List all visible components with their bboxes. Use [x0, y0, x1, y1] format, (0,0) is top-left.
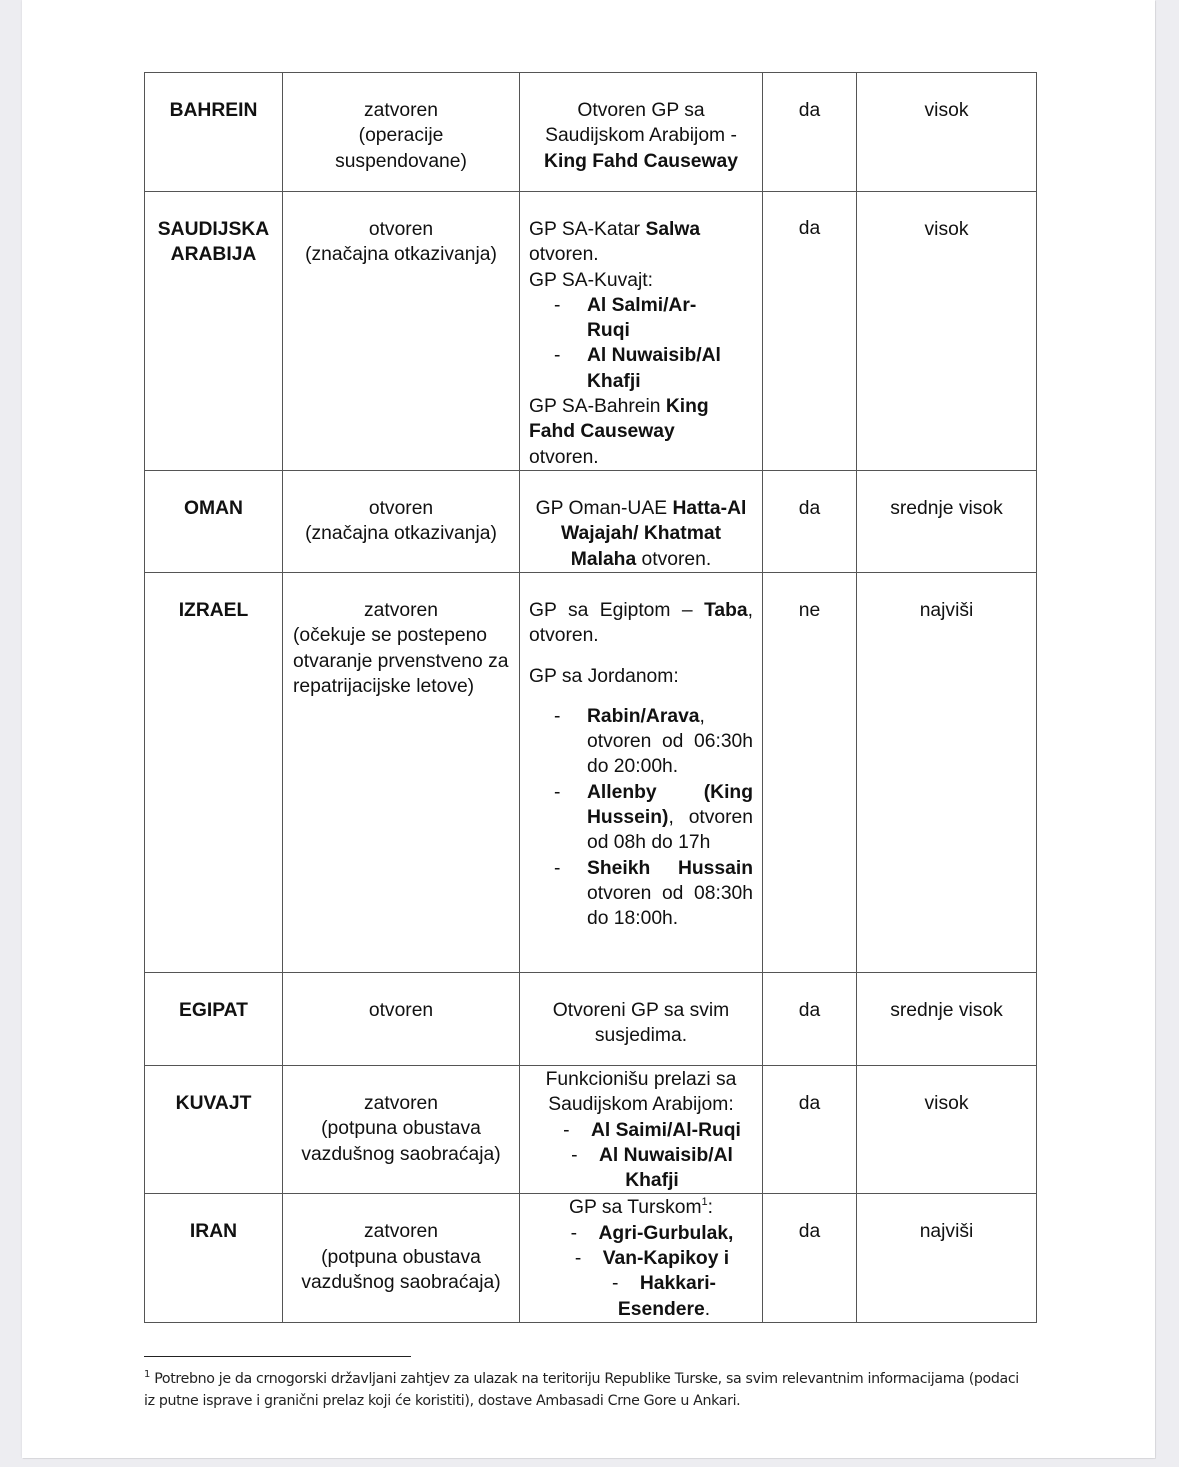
airport-note: (očekuje se postepeno otvaranje prvenstveno za repatrijacijske letove)	[293, 625, 509, 697]
crossing-list	[529, 293, 753, 394]
flag-cell	[763, 471, 857, 573]
table-row	[145, 73, 1037, 192]
border-text: GP sa Turskom	[569, 1197, 702, 1219]
dash-marker: -	[574, 1248, 582, 1270]
border-text: GP sa Egiptom –	[529, 600, 693, 621]
risk-level: visok	[924, 100, 969, 121]
table-row	[145, 1194, 1037, 1322]
flag-value: da	[798, 1093, 821, 1114]
border-cell	[520, 73, 763, 192]
country-cell	[145, 973, 283, 1066]
punctuation: .	[704, 1298, 711, 1320]
border-crossing-name: Al Nuwaisib/Al Khafji	[587, 345, 721, 392]
risk-level: najviši	[919, 1221, 974, 1243]
border-crossing-name: Hakkari-Esendere	[617, 1273, 716, 1320]
crossing-hours: otvoren od 08:30h do 18:00h.	[587, 882, 753, 930]
country-name: KUVAJT	[175, 1093, 252, 1114]
flag-cell	[763, 192, 857, 471]
country-cell	[145, 73, 283, 192]
border-crossing-name: King Fahd Causeway	[544, 150, 738, 172]
border-crossing-name: Agri-Gurbulak,	[598, 1222, 734, 1244]
footnote-marker: 1	[144, 1369, 151, 1380]
footnote-separator	[144, 1356, 411, 1357]
border-status-table	[144, 72, 1037, 1323]
country-cell	[145, 471, 283, 573]
border-crossing-name: Van-Kapikoy i	[602, 1248, 730, 1270]
table-row	[145, 573, 1037, 973]
country-name: BAHREIN	[169, 100, 258, 121]
border-cell	[520, 471, 763, 573]
airport-status: otvoren	[368, 498, 434, 519]
airport-status: otvoren	[368, 219, 434, 240]
flag-cell	[763, 573, 857, 973]
crossing-hours: otvoren od 08h do 17h	[587, 807, 753, 854]
table-row	[145, 471, 1037, 573]
airport-status: otvoren	[368, 1000, 434, 1021]
dash-marker: -	[570, 1222, 577, 1244]
border-text: GP SA-Katar	[529, 219, 641, 240]
airport-note: (značajna otkazivanja)	[305, 244, 497, 266]
flag-value: da	[798, 218, 821, 239]
risk-level: srednje visok	[890, 498, 1003, 519]
list-item	[529, 343, 753, 394]
risk-cell	[857, 73, 1037, 192]
country-name: IZRAEL	[178, 600, 249, 621]
dash-marker: -	[554, 857, 561, 879]
dash-marker: -	[554, 294, 561, 316]
crossing-list	[529, 704, 753, 932]
risk-level: srednje visok	[890, 1000, 1003, 1021]
border-text: otvoren.	[529, 244, 599, 266]
airport-note: (operacije suspendovane)	[335, 125, 467, 172]
dash-marker: -	[571, 1144, 578, 1166]
country-name: SAUDIJSKA ARABIJA	[157, 219, 270, 266]
border-text: Otvoren GP sa	[577, 100, 705, 121]
border-crossing-name: Taba	[704, 600, 748, 621]
airport-cell	[283, 573, 520, 973]
country-cell	[145, 192, 283, 471]
border-text: GP sa Jordanom:	[529, 665, 679, 687]
airport-cell	[283, 1066, 520, 1194]
country-name: OMAN	[184, 498, 243, 519]
airport-cell	[283, 192, 520, 471]
dash-marker: -	[563, 1119, 570, 1141]
border-crossing-name: Al Nuwaisib/Al Khafji	[598, 1144, 733, 1192]
border-text: otvoren.	[529, 446, 599, 468]
border-text: GP Oman-UAE	[535, 498, 668, 519]
dash-marker: -	[554, 705, 561, 727]
dash-marker: -	[554, 345, 561, 367]
border-crossing-name: Allenby (King Hussein)	[587, 781, 753, 829]
border-cell	[520, 192, 763, 471]
document-page	[22, 0, 1155, 1458]
airport-note: (potpuna obustava vazdušnog saobraćaja)	[301, 1246, 501, 1294]
footnote-reference[interactable]: 1	[701, 1196, 708, 1209]
dash-marker: -	[612, 1273, 619, 1295]
border-cell	[520, 973, 763, 1066]
dash-marker: -	[554, 781, 561, 803]
country-cell	[145, 1194, 283, 1322]
border-crossing-name: Al Saimi/Al-Ruqi	[590, 1119, 741, 1141]
flag-cell	[763, 1066, 857, 1194]
country-cell	[145, 1066, 283, 1194]
airport-cell	[283, 1194, 520, 1322]
airport-cell	[283, 471, 520, 573]
risk-cell	[857, 973, 1037, 1066]
punctuation: :	[707, 1197, 713, 1219]
risk-level: najviši	[919, 600, 974, 621]
table-row	[145, 973, 1037, 1066]
border-crossing-name: King Fahd Causeway	[529, 396, 709, 443]
border-crossing-name: Sheikh Hussain	[587, 857, 753, 879]
risk-cell	[857, 573, 1037, 973]
airport-note: (značajna otkazivanja)	[305, 523, 497, 545]
airport-status: zatvoren	[364, 600, 438, 621]
border-crossing-name: Hatta-Al Wajajah/ Khatmat Malaha	[561, 498, 747, 570]
border-cell	[520, 1066, 763, 1194]
risk-level: visok	[924, 1093, 969, 1114]
risk-cell	[857, 1194, 1037, 1322]
list-item: - Rabin/Arava, otvoren od 06:30h do 20:00h.	[554, 705, 753, 778]
country-name: IRAN	[189, 1221, 238, 1243]
border-crossing-name: Al Salmi/Ar-Ruqi	[587, 294, 697, 342]
flag-cell	[763, 73, 857, 192]
flag-value: da	[798, 498, 821, 519]
border-crossing-name: Salwa	[645, 219, 701, 240]
flag-value: da	[798, 1221, 821, 1243]
border-text: Otvoreni GP sa svim susjedima.	[552, 1000, 730, 1047]
border-text: GP SA-Bahrein	[529, 396, 661, 418]
border-text: GP SA-Kuvajt:	[529, 269, 653, 291]
risk-level: visok	[924, 219, 969, 240]
list-item	[529, 293, 753, 344]
list-item	[529, 856, 753, 932]
risk-cell	[857, 1066, 1037, 1194]
table-row	[145, 192, 1037, 471]
border-cell	[520, 1194, 763, 1322]
border-cell: GP sa Egiptom – Taba, otvoren. GP sa Jordanom: - Rabin/Arava, otvoren od 06:30h do 20:00h. - Allenby (King Hussein), otvoren od 08h do 17h - Sheikh Hussain otvoren od 08:30h do 18:00h.	[520, 573, 763, 973]
list-item: - Allenby (King Hussein), otvoren od 08h do 17h	[554, 781, 753, 854]
country-cell	[145, 573, 283, 973]
crossing-hours: otvoren od 06:30h do 20:00h.	[587, 731, 753, 778]
risk-cell	[857, 471, 1037, 573]
flag-value: da	[798, 1000, 821, 1021]
border-text: Saudijskom Arabijom -	[545, 125, 737, 147]
airport-note: (potpuna obustava vazdušnog saobraćaja)	[301, 1118, 501, 1165]
flag-value: ne	[798, 600, 821, 621]
airport-status: zatvoren	[364, 1221, 438, 1243]
flag-cell	[763, 973, 857, 1066]
footnote	[144, 1368, 1024, 1412]
border-text: otvoren.	[529, 625, 599, 647]
airport-status: zatvoren	[364, 1093, 438, 1114]
border-crossing-name: Rabin/Arava	[587, 705, 700, 727]
border-text: Funkcionišu prelazi sa Saudijskom Arabijom:	[545, 1069, 737, 1116]
country-name: EGIPAT	[179, 1000, 248, 1021]
flag-value: da	[798, 100, 821, 121]
flag-cell	[763, 1194, 857, 1322]
airport-cell	[283, 973, 520, 1066]
airport-cell	[283, 73, 520, 192]
airport-status: zatvoren	[364, 100, 438, 121]
risk-cell	[857, 192, 1037, 471]
footnote-text: Potrebno je da crnogorski državljani zahtjev za ulazak na teritoriju Republike Turske, sa svim relevantnim informacijama (podaci iz putne isprave i granični prelaz koji će koristiti), dostave Ambasadi Crne Gore u Ankari.	[144, 1371, 1019, 1409]
border-text: otvoren.	[641, 548, 712, 570]
table-row	[145, 1066, 1037, 1194]
